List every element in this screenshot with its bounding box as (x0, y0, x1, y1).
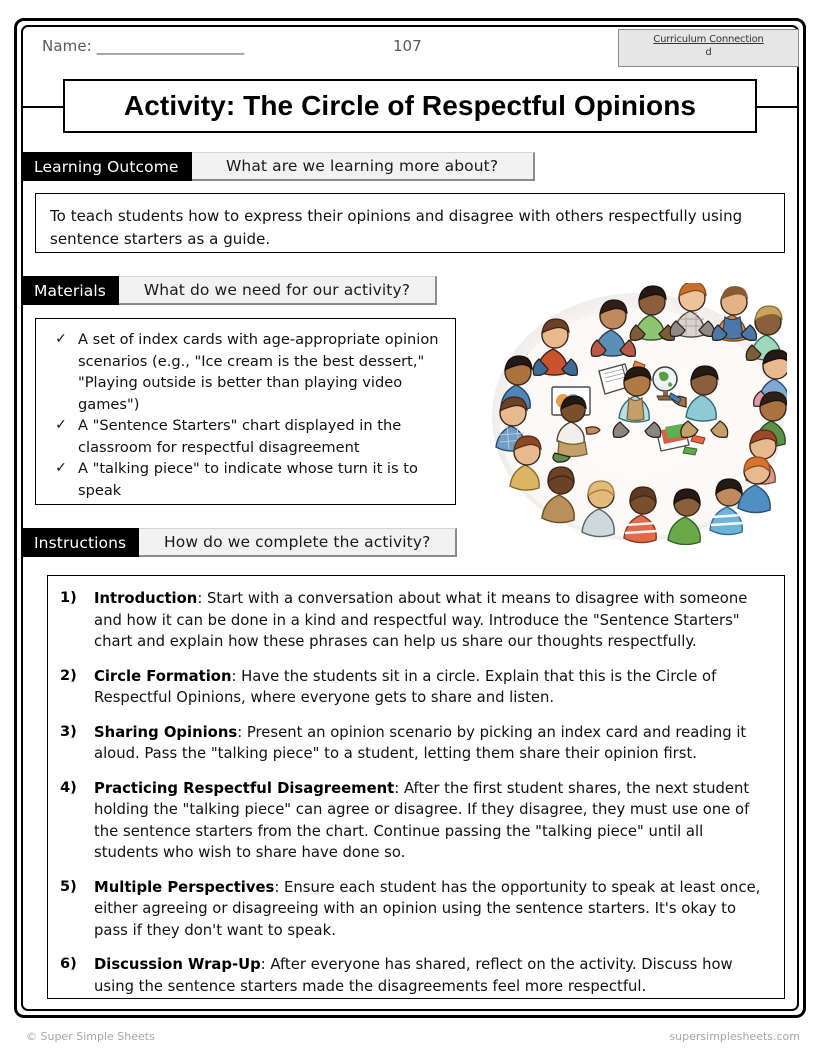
worksheet-content (21, 25, 799, 1011)
instruction-body (94, 954, 768, 997)
learning-outcome-text: To teach students how to express their opinions and disagree with others respectfully using sentence starters as a guide. (50, 207, 743, 248)
instruction-item (60, 778, 768, 864)
materials-item-text: A "Sentence Starters" chart displayed in the classroom for respectful disagreement (78, 417, 402, 456)
title-band (21, 79, 799, 133)
page-footer (14, 1030, 806, 1050)
learning-outcome-tab-label: Learning Outcome (21, 152, 192, 181)
title-box (63, 79, 757, 133)
instruction-item (60, 666, 768, 709)
instruction-text: : Start with a conversation about what it means to disagree with someone and how it can be done in a kind and respectful way. Introduce the "Sentence Starters" chart and explain how these phrases can help us share our thoughts respectfully. (94, 590, 748, 650)
instruction-lead: Multiple Perspectives (94, 878, 275, 896)
instructions-box (47, 575, 785, 999)
materials-item-text: A "talking piece" to indicate whose turn it is to speak (78, 460, 418, 499)
instruction-item (60, 722, 768, 765)
instruction-item (60, 877, 768, 942)
materials-item-text: A set of index cards with age-appropriate opinion scenarios (e.g., "Ice cream is the best dessert," "Playing outside is better than playing video games") (78, 331, 439, 413)
materials-list-item (44, 458, 445, 501)
footer-website[interactable]: supersimplesheets.com (669, 1030, 800, 1043)
instruction-number: 3) (60, 723, 77, 740)
curriculum-connection-box[interactable] (618, 29, 799, 67)
instructions-list (48, 576, 784, 1009)
instruction-text: : Present an opinion scenario by picking an index card and reading it aloud. Pass the "talking piece" to a student, letting them share their opinion first. (94, 723, 747, 762)
instruction-number: 6) (60, 956, 77, 972)
learning-outcome-box (35, 193, 785, 253)
instructions-tab-label: Instructions (21, 528, 139, 557)
instruction-lead: Introduction (94, 590, 198, 607)
instruction-item (60, 588, 768, 653)
instruction-number: 2) (60, 667, 77, 684)
materials-box (35, 318, 456, 505)
check-icon: ✓ (55, 417, 67, 433)
learning-outcome-prompt: What are we learning more about? (192, 152, 535, 181)
name-label: Name: (42, 37, 92, 55)
title-rule-left (21, 106, 63, 108)
instruction-body (94, 778, 768, 864)
children-sitting-in-circle-illustration (489, 283, 787, 545)
check-icon: ✓ (55, 331, 67, 347)
instruction-text: : After everyone has shared, reflect on the activity. Discuss how using the sentence starters made the disagreements feel more respectful. (94, 956, 733, 995)
instruction-number: 4) (60, 779, 77, 796)
learning-outcome-header (21, 152, 535, 181)
page-title: Activity: The Circle of Respectful Opinions (123, 90, 697, 121)
instructions-header (21, 528, 457, 557)
instruction-lead: Circle Formation (94, 667, 232, 685)
instruction-lead: Practicing Respectful Disagreement (94, 779, 395, 797)
materials-list-item (44, 415, 445, 458)
instructions-prompt: How do we complete the activity? (139, 528, 457, 557)
name-field[interactable] (42, 37, 244, 55)
instruction-number: 5) (60, 878, 77, 895)
instruction-text: : Have the students sit in a circle. Explain that this is the Circle of Respectful Opinions, where everyone gets to share and listen. (94, 667, 717, 706)
materials-list (36, 319, 455, 511)
materials-tab-label: Materials (21, 276, 119, 305)
worksheet-header (21, 25, 799, 69)
footer-copyright: © Super Simple Sheets (26, 1030, 155, 1043)
instruction-item (60, 954, 768, 997)
curriculum-connection-sub: d (705, 47, 712, 58)
instruction-text: : Ensure each student has the opportunity to speak at least once, either agreeing or disagreeing with an opinion using the sentence starters. It's okay to pass if they don't want to speak. (94, 878, 761, 939)
title-rule-right (757, 106, 799, 108)
instruction-body (94, 722, 768, 765)
page-number: 107 (393, 37, 422, 55)
instruction-text: : After the first student shares, the next student holding the "talking piece" can agree or disagree. If they disagree, they must use one of the sentence starters from the chart. Continue passing the "talking piece" until all students who wish to share have done so. (94, 779, 750, 861)
instruction-body (94, 588, 768, 653)
check-icon: ✓ (55, 460, 67, 476)
instruction-lead: Discussion Wrap-Up (94, 956, 261, 973)
instruction-lead: Sharing Opinions (94, 723, 238, 741)
instruction-body (94, 666, 768, 709)
curriculum-connection-link[interactable]: Curriculum Connection (653, 34, 764, 45)
instruction-number: 1) (60, 590, 77, 606)
materials-list-item (44, 329, 445, 415)
name-blank-line[interactable]: _____________________ (96, 37, 244, 55)
materials-prompt: What do we need for our activity? (119, 276, 437, 305)
instruction-body (94, 877, 768, 942)
materials-header (21, 276, 437, 305)
